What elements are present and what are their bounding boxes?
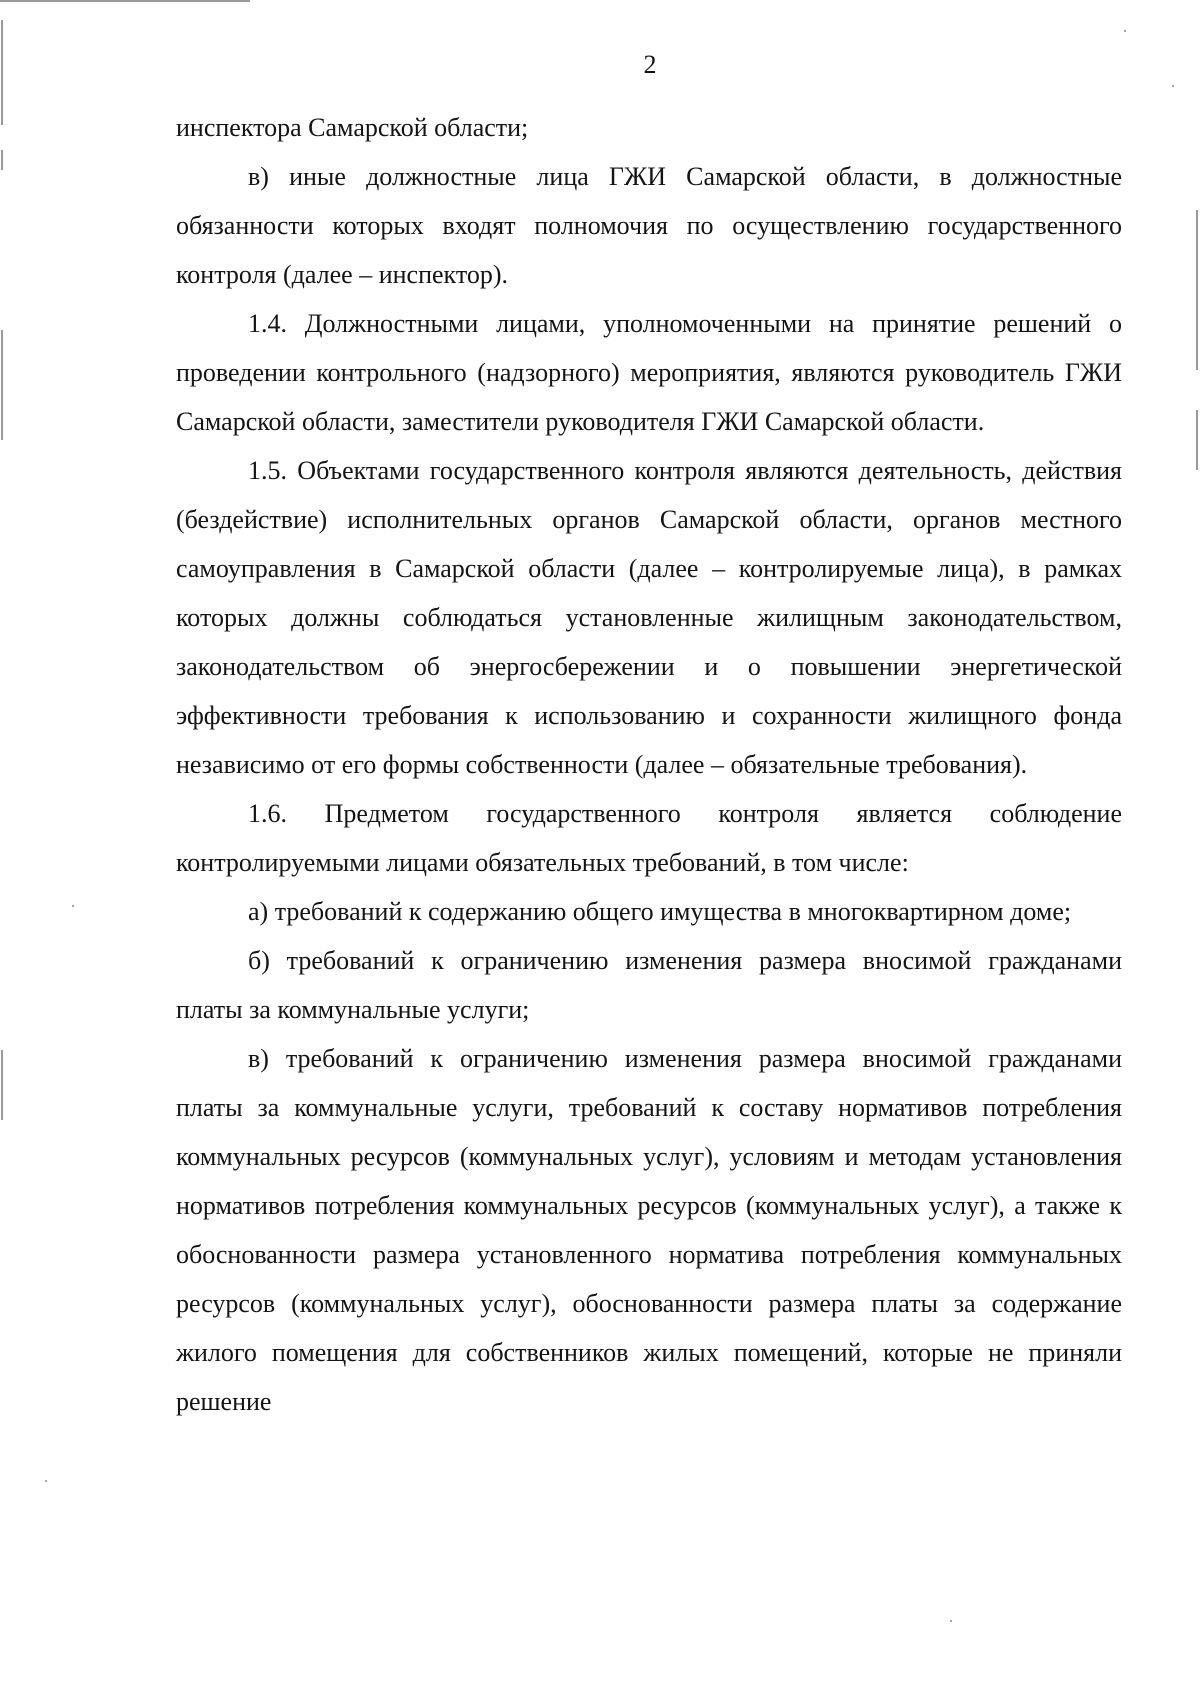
scan-speck bbox=[1124, 30, 1126, 32]
scan-edge-line-right-1 bbox=[1196, 210, 1198, 370]
paragraph-item-a: а) требований к содержанию общего имущества в многоквартирном доме; bbox=[248, 897, 1072, 926]
scan-speck bbox=[950, 1620, 952, 1622]
paragraph-item-b: б) требований к ограничению изменения размера вносимой гражданами платы за коммунальные услуги; bbox=[176, 946, 1122, 1024]
scan-speck bbox=[45, 1480, 47, 1482]
paragraph-1-6-control-subject: 1.6. Предметом государственного контроля является соблюдение контролируемыми лицами обязательных требований, в том числе: bbox=[176, 799, 1122, 877]
scan-speck bbox=[1172, 85, 1174, 87]
paragraph-item-v: в) требований к ограничению изменения размера вносимой гражданами платы за коммунальные услуги, требований к составу нормативов потребления коммунальных ресурсов (коммунальных услуг), условиям и методам установления нормативов потребления коммунальных ресурсов (коммунальных услуг), а также к обоснованности размера установленного норматива потребления коммунальных ресурсов (коммунальных услуг), обоснованности размера платы за содержание жилого помещения для собственников жилых помещений, которые не приняли решение bbox=[176, 1044, 1122, 1416]
paragraph-inspector-continuation: инспектора Самарской области; bbox=[176, 113, 529, 142]
scan-speck bbox=[72, 905, 74, 907]
scan-edge-line-left-2 bbox=[1, 150, 3, 170]
document-body bbox=[176, 103, 1122, 1426]
scan-edge-line-left-4 bbox=[1, 1050, 3, 1120]
page-number: 2 bbox=[643, 50, 657, 79]
scan-edge-line-left-3 bbox=[1, 330, 3, 440]
paragraph-1-4-authorized-officials: 1.4. Должностными лицами, уполномоченными на принятие решений о проведении контрольного (надзорного) мероприятия, являются руководитель ГЖИ Самарской области, заместители руководителя ГЖИ Самарской области. bbox=[176, 309, 1122, 436]
scan-edge-line-right-2 bbox=[1196, 410, 1198, 470]
paragraph-other-officials: в) иные должностные лица ГЖИ Самарской области, в должностные обязанности которых входят полномочия по осуществлению государственного контроля (далее – инспектор). bbox=[176, 162, 1122, 289]
paragraph-1-5-control-objects: 1.5. Объектами государственного контроля являются деятельность, действия (бездействие) исполнительных органов Самарской области, органов местного самоуправления в Самарской области (далее – контролируемые лица), в рамках которых должны соблюдаться установленные жилищным законодательством, законодательством об энергосбережении и о повышении энергетической эффективности требования к использованию и сохранности жилищного фонда независимо от его формы собственности (далее – обязательные требования). bbox=[176, 456, 1122, 779]
scan-edge-line-top bbox=[0, 0, 250, 2]
